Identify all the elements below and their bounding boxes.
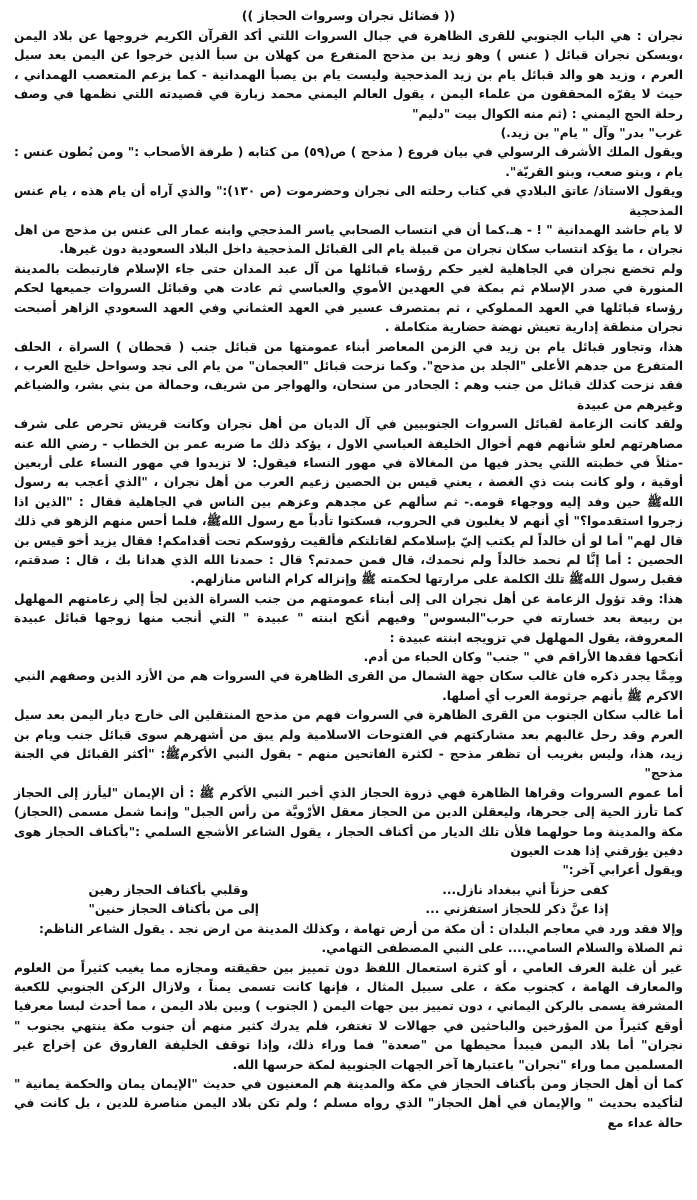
- document-title: (( فضائل نجران وسروات الحجاز )): [241, 8, 456, 23]
- verse-first-half: كفى حزناً أني ببغداد نازل...: [442, 882, 609, 897]
- paragraph: نجران : هي الباب الجنوبي للقرى الظاهرة في جبال السروات اللتي أكد القرآن الكريم خروجها عن بلاد اليمن ،ويسكن نجران قبائل ( عنس ) وهو زيد بن مذحج المتفرع من كهلان بن سبأ الذين خرجوا عن اليمن بعد سيل العرم ، وزيد هو والد قبائل يام بن زيد المذحجية وليست يام بن يصبأ الهمدانية - كما يزعم المتعصب الهمداني ، حيث لا يقرّه المحققون من علماء اليمن ، يقول العالم اليمني محمد زبارة في قصيدته اللتي نظمها في وصف رحلة الحج اليمني : (ثم منه الكوال بيت "دليم": [14, 29, 683, 121]
- verse-second-half: وقلبي بأكناف الحجاز رهين: [88, 882, 249, 897]
- verse-first-half: إذا عنَّ ذكر للحجاز استفزني ...: [425, 902, 609, 917]
- poem-verse: [89, 900, 609, 919]
- paragraph: ويقول الاستاذ/ عاتق البلادي في كتاب رحلته الى نجران وحضرموت (ص ١٣٠):" والذي آراه أن يام هذه ، يام عنس المذحجية: [14, 184, 684, 218]
- poem-line: ثم الصلاة والسلام السامي.... على النبي المصطفى التهامي.: [321, 941, 683, 956]
- paragraph: لا يام حاشد الهمدانية " ! - هـ.كما أن في انتساب الصحابي ياسر المذحجي وابنه عمار الى عنس بن مذحج من اهل نجران ، ما يؤكد انتساب سكان نجران من قبيلة يام الى القبائل المذحجية داخل البلاد السعودية دون غيرها.: [14, 223, 683, 257]
- poem-verses: [14, 881, 683, 920]
- paragraph: هذا، وتجاور قبائل يام بن زيد في الزمن المعاصر أبناء عمومتها من قبائل جنب ( قحطان ) السراة ، الحلف المتفرع من جدهم الأعلى "الجلد بن مذحج". وكما نزحت قبائل "العجمان" من يام الى نجد وسواحل خليج العرب ، فقد نزحت كذلك قبائل من جنب وهم : الجحادر من سنحان، والهواجر من شريف، وحمالة من بني بشر، والضياغم وغيرهم من عبيدة: [14, 339, 683, 412]
- paragraph: هذا: وقد تؤول الزعامة عن أهل نجران الى إلى أبناء عمومتهم من جنب السراة الذين لجأ إلي زعامتهم المهلهل بن ربيعة بعد خسارته في حرب"البسوس" وفيهم أنكح ابنته " عبيدة " التي أنجب منها زوجها قبائل عبيدة المعروفة، يقول المهلهل في تزويجه ابنته عبيدة :: [14, 591, 683, 645]
- paragraph: ولم تخضع نجران في الجاهلية لغير حكم رؤساء قبائلها من آل عبد المدان حتى جاء الإسلام فارتبطت بالمدينة المنورة في صدر الإسلام ثم بمكة في العهدين الأموي والعباسي ثم عادت هي وقبائل السروات جميعها لحكم رؤساء قبائلها في العهد المملوكي ، ثم بمتصرف عسير في العهد العثماني وفي العهد السعودي الزاهر أصبحت نجران منطقة إدارية تعيش نهضة حضارية متكاملة .: [14, 261, 683, 335]
- paragraph: غير أن غلبة العرف العامي ، أو كثرة استعمال اللفظ دون تمييز بين حقيقته ومجازه مما يغيب كثيراً من العلوم والمعارف الهامة ، كجنوب مكة ، على سبيل المثال ، فإنها كانت تسمى يمناً ، ولازال الركن الجنوبي للكعبة المشرفة يسمى بالركن اليماني ، دون تمييز بين جهات اليمن ( الجنوب ) وبين بلاد اليمن ، مما أحدث لبسا معرفيا أوقع كثيراً من المؤرخين والباحثين في جهالات لا تغتفر، فلم يدرك كثير منهم أن جنوب مكة ينتهي بجنوب " نجران" أما بلاد اليمن فيبدأ محيطها من "صعدة" فما وراء ذلك، وإذا توقف الخليفة الفاروق عن إخراج غير المسلمين مما وراء "نجران" باعتبارها آخر الجهات الجنوبية لمكة حرسها الله.: [14, 960, 683, 1072]
- paragraph: ولقد كانت الزعامة لقبائل السروات الجنوبيين في آل الديان من أهل نجران وكانت قريش تحرص على شرف مصاهرتهم لعلو شأنهم فهم أخوال الخليفة العباسي الاول ، يؤكد ذلك ما ضربه عمر بن الخطاب - رضي الله عنه -مثلاً في خطبته اللتي يحذر فيها من المغالاة في مهور النساء فيقول: لا تزيدوا في مهور النساء على أربعين أوقية ، ولو كانت بنت ذي الغصة ، يعني قيس بن الحصين زعيم العرب من أهل نجران ، "الذي أعجب به رسول اللهﷺ حين وفد إليه ووجهاء قومه.- ثم سألهم عن مجدهم وعزهم بين الناس في الجاهلية فقال : "الذين اذا زجروا استقدموا؟" أي أنهم لا يغلبون في الحروب، فسكتوا تأدباً مع رسول اللهﷺ، فلما أحس منهم الزهو في ذلك قال لهم" أما لو أن خالداً لم يكتب إليّ بإسلامكم لقاتلتكم فألقيت رؤوسكم تحت أقدامكم! فقال يزيد أخو قيس بن الحصين : أما إنَّا لم نحمد خالداً ولم نحمدك، قال فمن حمدتم؟ قال : حمدنا الله الذي هدانا بك ، قال : صدقتم، فقبل رسول اللهﷺ تلك الكلمة على مرارتها لحكمته ﷺ وإنزاله كرام الناس منازلهم.: [14, 417, 683, 587]
- paragraph: أما عموم السروات وقراها الظاهرة فهي ذروة الحجاز الذي أخبر النبي الأكرم ﷺ : أن الإيمان "ليأرز إلى الحجاز كما تأرز الحية إلى جحرها، وليعقلن الدين من الحجاز معقل الأرْويَّة من رأس الجبل" وإنما شمل مسمى (الحجاز) مكة والمدينة وما حولهما فلأن تلك الديار من أكناف الحجاز ، يقول الشاعر الأشجع السلمي :"بأكناف الحجاز هوى دفين يؤرقني إذا هدت العيون: [14, 785, 683, 859]
- paragraph: وإلا فقد ورد في معاجم البلدان : أن مكة من أرض تهامة ، وكذلك المدينة من ارض نجد . يقول الشاعر الناظم:: [39, 921, 683, 936]
- paragraph: أما غالب سكان الجنوب من القرى الظاهرة في السروات فهم من مذحج المنتقلين الى خارج ديار اليمن بعد سيل العرم وقد رحل غالبهم بعد مشاركتهم في الفتوحات الاسلامية ولم يبق من أشهرهم سوى قبائل جنب ويام بن زيد، هذا، وليس بغريب أن تظفر مذحج - لكثرة الفاتحين منهم - بقول النبي الأكرمﷺ: "أكثر القبائل في الجنة مذحج": [14, 708, 683, 781]
- poem-line: أنكحها فقدها الأراقم في " جنب" وكان الحباء من أدم.: [363, 650, 683, 664]
- paragraph: ويقول الملك الأشرف الرسولي في بيان فروع ( مذحج ) ص(٥٩) من كتابه ( طرفة الأصحاب :" ومن بُطون عنس : يام ، وبنو صعب، وبنو القريّة".: [14, 145, 683, 179]
- paragraph: كما أن أهل الحجاز ومن بأكناف الحجاز في مكة والمدينة هم المعنيون في حديث "الإيمان يمان والحكمة يمانية " لتأكيده بحديث " والإيمان في أهل الحجاز" الذي رواه مسلم ؛ ولم تكن بلاد اليمن مناصرة للدين ، بل كانت في حالة عداء مع: [14, 1076, 683, 1130]
- paragraph: ومِمَّا يجدر ذكره فان غالب سكان جهة الشمال من القرى الظاهرة في السروات هم من الأزد الذين وصفهم النبي الاكرم ﷺ بأنهم جرثومة العرب أي أصلها.: [14, 669, 683, 703]
- paragraph: ويقول أعرابي آخر:": [562, 863, 683, 878]
- poem-verse: [89, 881, 609, 900]
- verse-second-half: إلى من بأكناف الحجاز حنين": [88, 902, 259, 917]
- paragraph: غرب" بدر" وآل " يام" بن زيد.): [500, 126, 683, 141]
